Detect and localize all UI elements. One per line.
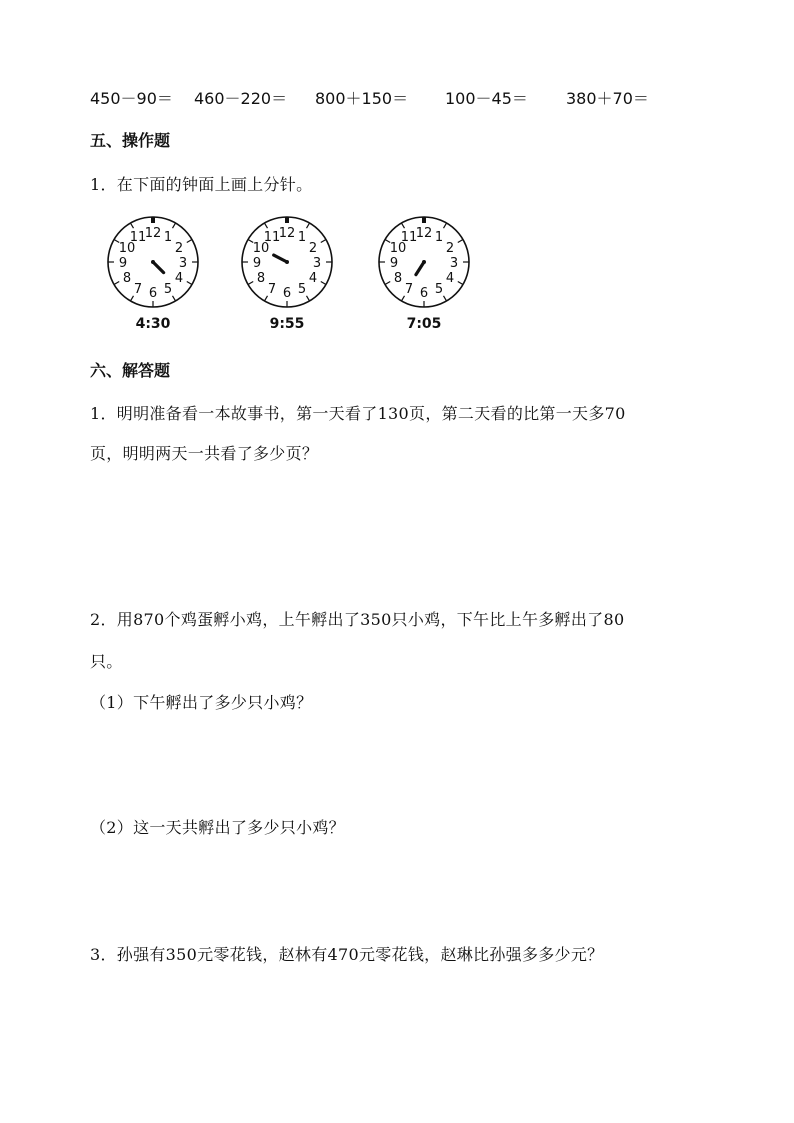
clock-1 — [103, 212, 203, 312]
clock-number: 11 — [129, 230, 147, 246]
clock-number: 4 — [174, 271, 184, 286]
clock-center — [285, 260, 289, 264]
clock-3 — [374, 212, 474, 312]
clock-number: 5 — [434, 281, 444, 297]
clock-number: 7 — [267, 281, 277, 297]
section5-title: 五、操作题 — [90, 131, 171, 150]
clock-number: 6 — [282, 286, 292, 301]
clock-number: 3 — [449, 256, 459, 271]
clock-number: 10 — [389, 241, 407, 256]
calc-item-3: 800＋150＝ — [315, 89, 409, 108]
clock-number: 8 — [256, 271, 266, 286]
clock-number: 9 — [118, 256, 128, 271]
clock-number: 1 — [163, 230, 173, 246]
clock-number: 7 — [404, 281, 414, 297]
clock-number: 12 — [415, 226, 433, 241]
clock-number: 5 — [163, 281, 173, 297]
clock-center — [151, 260, 155, 264]
clock-number: 1 — [297, 230, 307, 246]
clock-face-3 — [374, 212, 474, 312]
clock-face-1 — [103, 212, 203, 312]
section6-question-2-line-2: 只。 — [90, 652, 123, 671]
clock-number: 12 — [278, 226, 296, 241]
clock-number: 4 — [445, 271, 455, 286]
calc-item-1: 450－90＝ — [90, 89, 173, 108]
section5-question-1: 1．在下面的钟面上画上分针。 — [90, 175, 313, 194]
clock-number: 1 — [434, 230, 444, 246]
clock-number: 9 — [252, 256, 262, 271]
clock-number: 2 — [308, 241, 318, 256]
clock-number: 11 — [400, 230, 418, 246]
clock-number: 11 — [263, 230, 281, 246]
calc-item-2: 460－220＝ — [194, 89, 288, 108]
clock-label-3: 7:05 — [406, 316, 442, 332]
clock-number: 9 — [389, 256, 399, 271]
section6-title: 六、解答题 — [90, 361, 171, 380]
section6-question-1-line-2: 页，明明两天一共看了多少页？ — [90, 444, 319, 463]
clock-number: 8 — [122, 271, 132, 286]
clock-number: 5 — [297, 281, 307, 297]
clock-number: 8 — [393, 271, 403, 286]
clock-number: 10 — [118, 241, 136, 256]
section6-question-2-line-1: 2．用870个鸡蛋孵小鸡，上午孵出了350只小鸡，下午比上午多孵出了80 — [90, 610, 625, 629]
clock-number: 10 — [252, 241, 270, 256]
section6-question-1-line-1: 1．明明准备看一本故事书，第一天看了130页，第二天看的比第一天多70 — [90, 404, 626, 423]
clock-label-1: 4:30 — [135, 316, 171, 332]
clock-number: 2 — [174, 241, 184, 256]
calc-item-4: 100－45＝ — [445, 89, 528, 108]
clock-2 — [237, 212, 337, 312]
clock-number: 12 — [144, 226, 162, 241]
clock-number: 3 — [178, 256, 188, 271]
section6-question-2-sub-1: （1）下午孵出了多少只小鸡？ — [90, 693, 313, 712]
section6-question-2-sub-2: （2）这一天共孵出了多少只小鸡？ — [90, 818, 345, 837]
clock-face-2 — [237, 212, 337, 312]
clock-number: 7 — [133, 281, 143, 297]
clock-center — [422, 260, 426, 264]
clock-number: 6 — [148, 286, 158, 301]
clock-number: 2 — [445, 241, 455, 256]
calc-item-5: 380＋70＝ — [566, 89, 649, 108]
clock-number: 6 — [419, 286, 429, 301]
clock-number: 3 — [312, 256, 322, 271]
clock-label-2: 9:55 — [269, 316, 305, 332]
clock-number: 4 — [308, 271, 318, 286]
section6-question-3: 3．孙强有350元零花钱，赵林有470元零花钱，赵琳比孙强多多少元？ — [90, 945, 604, 964]
